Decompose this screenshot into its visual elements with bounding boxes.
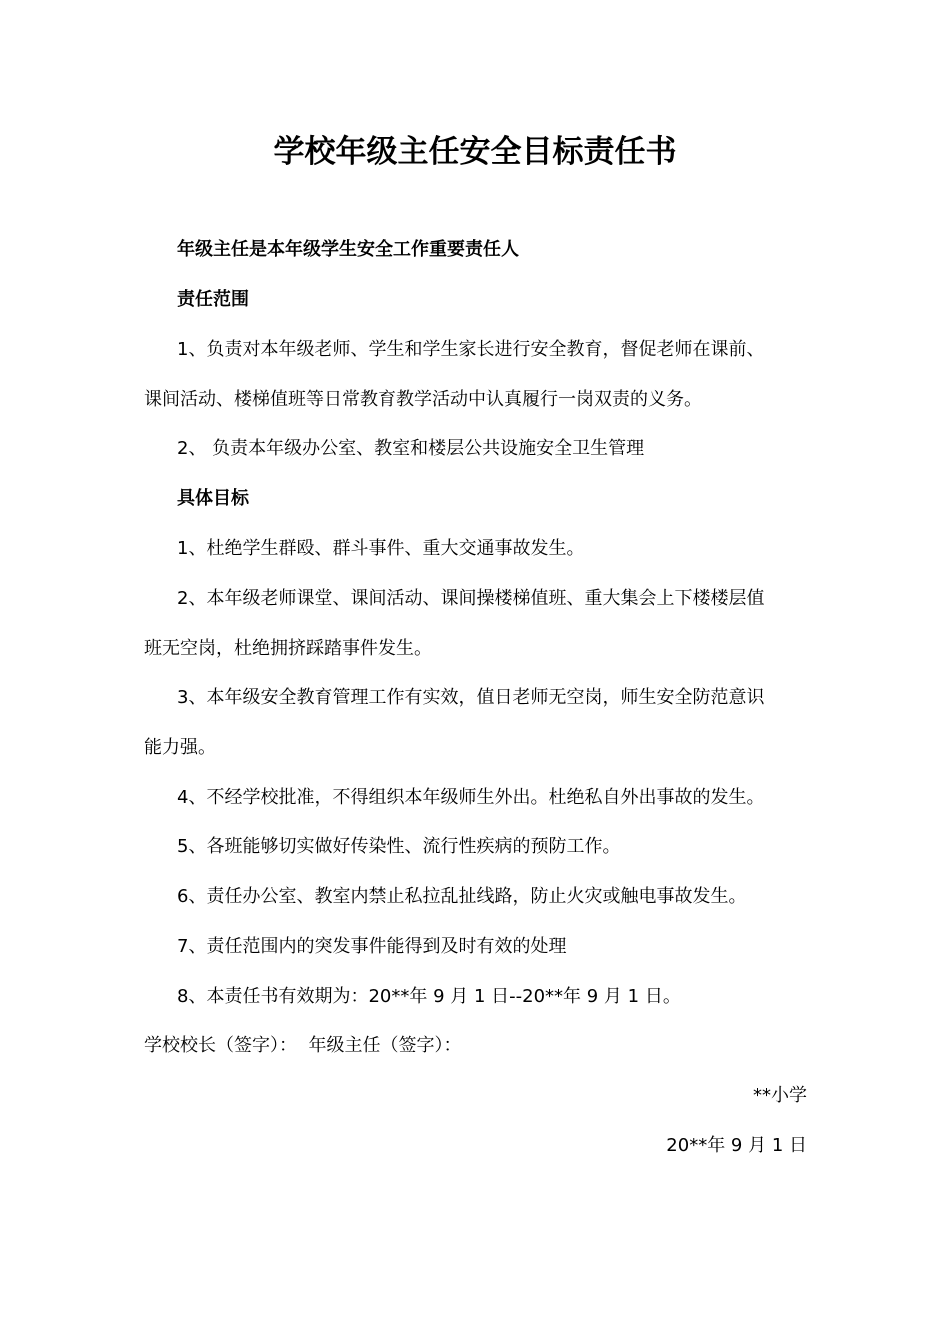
signature-line: 学校校长（签字）： 年级主任（签字）： (144, 1035, 462, 1056)
goal-item-2-line-2: 班无空岗，杜绝拥挤踩踏事件发生。 (144, 638, 432, 659)
section-heading-goals: 具体目标 (177, 488, 249, 509)
goal-item-2-line-1: 2、本年级老师课堂、课间活动、课间操楼梯值班、重大集会上下楼楼层值 (177, 588, 765, 609)
goal-item-6: 6、责任办公室、教室内禁止私拉乱扯线路，防止火灾或触电事故发生。 (177, 886, 747, 907)
document-title: 学校年级主任安全目标责任书 (273, 134, 677, 170)
goal-item-7: 7、责任范围内的突发事件能得到及时有效的处理 (177, 936, 567, 957)
scope-item-1-line-2: 课间活动、楼梯值班等日常教育教学活动中认真履行一岗双责的义务。 (144, 389, 702, 410)
goal-item-3-line-2: 能力强。 (144, 737, 216, 758)
intro-statement: 年级主任是本年级学生安全工作重要责任人 (177, 239, 519, 260)
school-name: **小学 (753, 1085, 807, 1106)
scope-item-1-line-1: 1、负责对本年级老师、学生和学生家长进行安全教育，督促老师在课前、 (177, 339, 765, 360)
goal-item-3-line-1: 3、本年级安全教育管理工作有实效，值日老师无空岗，师生安全防范意识 (177, 687, 765, 708)
goal-item-4: 4、不经学校批准，不得组织本年级师生外出。杜绝私自外出事故的发生。 (177, 787, 765, 808)
goal-item-1: 1、杜绝学生群殴、群斗事件、重大交通事故发生。 (177, 538, 585, 559)
section-heading-scope: 责任范围 (177, 289, 249, 310)
document-date: 20**年 9 月 1 日 (666, 1135, 807, 1156)
scope-item-2: 2、 负责本年级办公室、教室和楼层公共设施安全卫生管理 (177, 438, 645, 459)
goal-item-5: 5、各班能够切实做好传染性、流行性疾病的预防工作。 (177, 836, 621, 857)
goal-item-8: 8、本责任书有效期为：20**年 9 月 1 日--20**年 9 月 1 日。 (177, 986, 681, 1007)
